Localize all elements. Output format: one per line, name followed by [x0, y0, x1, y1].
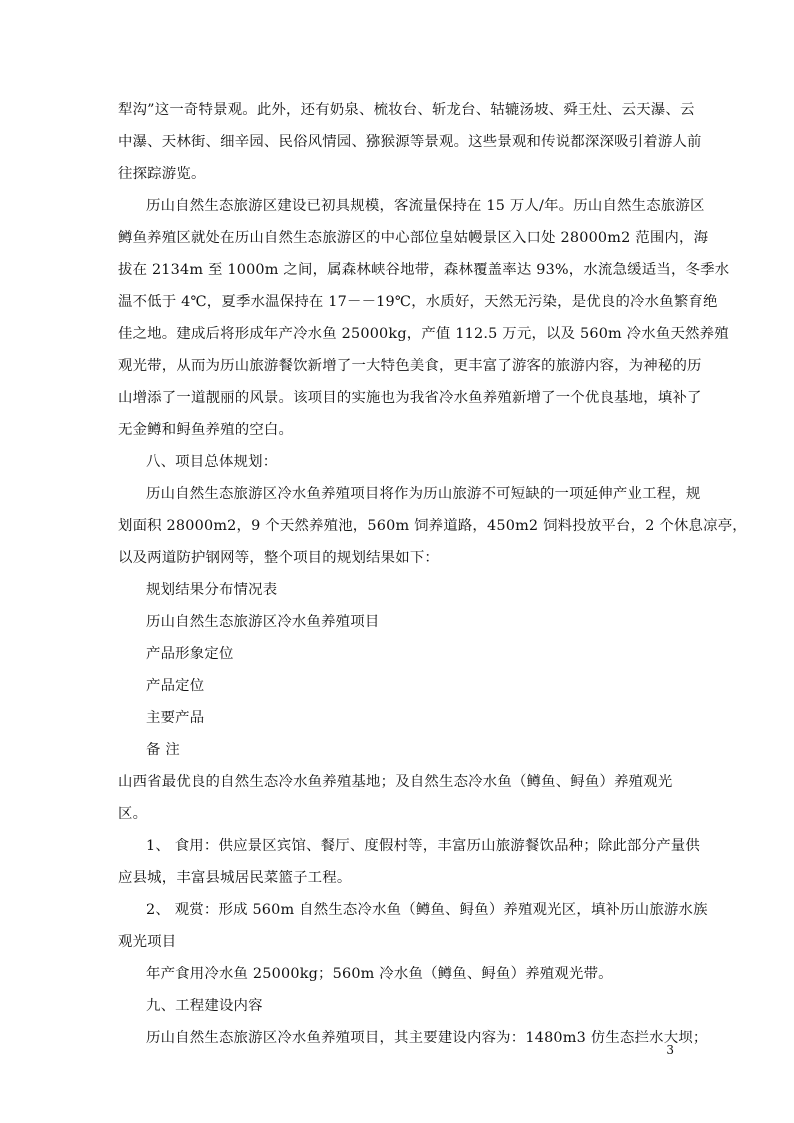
text-line: 拔在 2134m 至 1000m 之间，属森林峡谷地带，森林覆盖率达 93%，水流急缓适当，冬季水	[118, 262, 730, 278]
text-line: 历山自然生态旅游区建设已初具规模，客流量保持在 15 万人/年。历山自然生态旅游区	[146, 198, 705, 214]
table-cell: 山西省最优良的自然生态冷水鱼养殖基地；及自然生态冷水鱼（鳟鱼、鲟鱼）养殖观光	[118, 774, 673, 790]
text-line: 佳之地。建成后将形成年产冷水鱼 25000kg，产值 112.5 万元，以及 560m 冷水鱼天然养殖	[118, 326, 729, 342]
text-line: 划面积 28000m2，9 个天然养殖池，560m 饲养道路，450m2 饲料投放平台，2 个休息凉亭，	[118, 518, 747, 534]
text-line: 历山自然生态旅游区冷水鱼养殖项目将作为历山旅游不可短缺的一项延伸产业工程，规	[146, 486, 701, 502]
table-cell: 观光项目	[118, 934, 177, 950]
table-cell: 应县城，丰富县城居民菜篮子工程。	[118, 870, 352, 886]
table-cell: 产品定位	[146, 678, 205, 694]
text-line: 中瀑、天林街、细辛园、民俗风情园、猕猴源等景观。这些景观和传说都深深吸引着游人前	[118, 134, 702, 150]
section-heading: 九、工程建设内容	[146, 998, 263, 1014]
page-number: 3	[666, 1043, 674, 1057]
table-cell: 区。	[118, 806, 148, 822]
text-line: 犁沟”这一奇特景观。此外，还有奶泉、梳妆台、斩龙台、轱辘汤坡、舜王灶、云天瀑、云	[118, 102, 695, 118]
text-line: 往探踪游览。	[118, 166, 206, 182]
section-heading: 八、项目总体规划：	[146, 454, 278, 470]
table-cell: 主要产品	[146, 710, 205, 726]
table-cell: 2、 观赏：形成 560m 自然生态冷水鱼（鳟鱼、鲟鱼）养殖观光区，填补历山旅游水族	[146, 902, 708, 918]
text-line: 鳟鱼养殖区就处在历山自然生态旅游区的中心部位皇姑幔景区入口处 28000m2 范围内，海	[118, 230, 709, 246]
text-line: 山增添了一道靓丽的风景。该项目的实施也为我省冷水鱼养殖新增了一个优良基地，填补了	[118, 390, 702, 406]
text-line: 温不低于 4℃，夏季水温保持在 17－－19℃，水质好，天然无污染，是优良的冷水鱼繁育绝	[118, 294, 718, 310]
text-line: 历山自然生态旅游区冷水鱼养殖项目，其主要建设内容为：1480m3 仿生态拦水大坝；	[146, 1030, 708, 1046]
table-cell: 历山自然生态旅游区冷水鱼养殖项目	[146, 614, 380, 630]
text-line: 以及两道防护钢网等，整个项目的规划结果如下：	[118, 550, 439, 566]
table-title: 规划结果分布情况表	[146, 582, 278, 598]
table-cell: 1、 食用：供应景区宾馆、餐厅、度假村等，丰富历山旅游餐饮品种；除此部分产量供	[146, 838, 700, 854]
text-line: 无金鳟和鲟鱼养殖的空白。	[118, 422, 294, 438]
table-cell: 备 注	[146, 742, 180, 758]
text-line: 观光带，从而为历山旅游餐饮新增了一大特色美食，更丰富了游客的旅游内容，为神秘的历	[118, 358, 702, 374]
table-cell: 年产食用冷水鱼 25000kg；560m 冷水鱼（鳟鱼、鲟鱼）养殖观光带。	[146, 966, 613, 982]
table-cell: 产品形象定位	[146, 646, 234, 662]
